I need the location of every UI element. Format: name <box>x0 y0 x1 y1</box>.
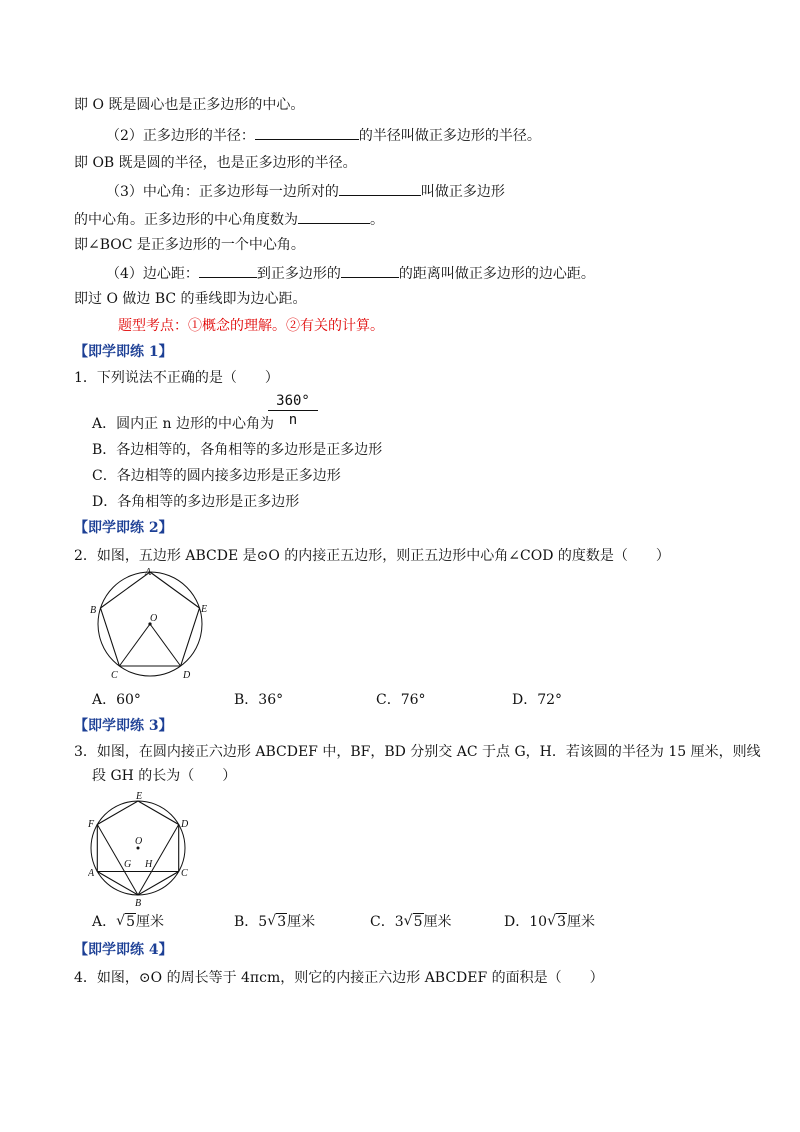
radicand: 5 <box>413 914 423 930</box>
segment-bf <box>97 825 138 896</box>
label-o: O <box>135 836 143 847</box>
sqrt-symbol: √ 5 <box>403 913 423 930</box>
line-radius-rest: 的半径叫做正多边形的半径。 <box>358 128 541 144</box>
q1-fraction <box>268 392 318 429</box>
line-boc: 即∠BOC 是正多边形的一个中心角。 <box>74 237 305 253</box>
option-coefficient: 3 <box>394 914 404 930</box>
label-b: B <box>90 605 97 616</box>
q4-stem: 4．如图，⊙O 的周长等于 4πcm，则它的内接正六边形 ABCDEF 的面积是（ ） <box>74 970 604 986</box>
line-center: 即 O 既是圆心也是正多边形的中心。 <box>74 97 305 113</box>
line-apothem-mid: 到正多边形的 <box>256 266 341 282</box>
fraction-denominator: n <box>288 412 298 428</box>
line-perpendicular: 即过 O 做边 BC 的垂线即为边心距。 <box>74 291 307 307</box>
q2-option-c[interactable]: C．76° <box>376 692 426 708</box>
label-a: A <box>88 868 95 879</box>
line-apothem <box>106 263 595 284</box>
label-c: C <box>111 670 118 681</box>
section-header-4: 【即学即练 4】 <box>74 942 173 958</box>
option-letter: B． <box>234 914 259 930</box>
option-letter: C． <box>370 914 395 930</box>
q1-option-a[interactable]: A．圆内正 n 边形的中心角为 <box>92 416 275 432</box>
line-degree-end: 。 <box>370 212 384 228</box>
pentagon-figure <box>84 566 214 686</box>
q1-option-b[interactable]: B．各边相等的，各角相等的多边形是正多边形 <box>92 442 383 458</box>
sqrt-symbol: √ 3 <box>267 913 287 930</box>
option-unit: 厘米 <box>566 914 595 930</box>
line-apothem-label: （4）边心距： <box>106 266 199 282</box>
option-letter: D． <box>504 914 530 930</box>
radicand: 5 <box>126 914 136 930</box>
radicand: 3 <box>557 914 566 930</box>
label-d: D <box>183 670 191 681</box>
line-central-angle-label: （3）中心角：正多边形每一边所对的 <box>106 184 339 200</box>
q1-option-c[interactable]: C．各边相等的圆内接多边形是正多边形 <box>92 468 341 484</box>
fill-blank-apothem-1[interactable] <box>199 263 257 278</box>
line-central-angle <box>106 181 505 202</box>
q2-option-a[interactable]: A．60° <box>92 692 141 708</box>
fill-blank-central-angle[interactable] <box>339 181 421 196</box>
fraction-numerator: 360° <box>268 392 318 411</box>
line-ob: 即 OB 既是圆的半径，也是正多边形的半径。 <box>74 155 357 171</box>
option-coefficient: 10 <box>529 914 548 930</box>
q2-option-b[interactable]: B．36° <box>234 692 284 708</box>
label-c: C <box>181 868 188 879</box>
line-radius-label: （2）正多边形的半径： <box>106 128 255 144</box>
option-unit: 厘米 <box>287 914 316 930</box>
segment-oc <box>119 624 150 666</box>
label-h: H <box>145 859 153 870</box>
radicand: 3 <box>277 914 287 930</box>
option-coefficient: 5 <box>258 914 268 930</box>
q3-option-b[interactable] <box>234 912 315 932</box>
label-f: F <box>88 819 95 830</box>
sqrt-symbol: √ 3 <box>547 913 566 930</box>
kaodian-note: 题型考点：①概念的理解。②有关的计算。 <box>118 318 384 334</box>
label-a: A <box>145 567 152 578</box>
q2-stem: 2．如图，五边形 ABCDE 是⊙O 的内接正五边形，则正五边形中心角∠COD 的度数是（ ） <box>74 548 670 564</box>
option-unit: 厘米 <box>136 914 165 930</box>
hexagon-figure <box>88 790 198 906</box>
option-unit: 厘米 <box>423 914 452 930</box>
label-e: E <box>136 791 143 802</box>
option-letter: A． <box>92 914 117 930</box>
q3-stem-2: 段 GH 的长为（ ） <box>92 768 237 784</box>
label-e: E <box>201 604 208 615</box>
fill-blank-apothem-2[interactable] <box>341 263 399 278</box>
q1-option-d[interactable]: D．各角相等的多边形是正多边形 <box>92 494 300 510</box>
q3-option-d[interactable] <box>504 912 595 932</box>
label-g: G <box>124 859 132 870</box>
line-apothem-rest: 的距离叫做正多边形的边心距。 <box>398 266 595 282</box>
label-b: B <box>135 898 142 906</box>
sqrt-symbol: √ 5 <box>116 913 136 930</box>
q3-option-a[interactable] <box>92 912 164 932</box>
section-header-3: 【即学即练 3】 <box>74 718 173 734</box>
line-central-angle-rest: 叫做正多边形 <box>420 184 505 200</box>
label-d: D <box>181 819 189 830</box>
q3-stem-1: 3．如图，在圆内接正六边形 ABCDEF 中，BF，BD 分别交 AC 于点 G，H．若该圆的半径为 15 厘米，则线 <box>74 744 761 760</box>
line-central-angle-degree <box>74 209 384 230</box>
line-radius <box>106 125 541 146</box>
q3-option-c[interactable] <box>370 912 452 932</box>
section-header-2: 【即学即练 2】 <box>74 520 173 536</box>
segment-od <box>150 624 181 666</box>
q2-option-d[interactable]: D．72° <box>512 692 563 708</box>
label-o: O <box>150 613 158 624</box>
section-header-1: 【即学即练 1】 <box>74 344 173 360</box>
q1-stem: 1．下列说法不正确的是（ ） <box>74 370 279 386</box>
fill-blank-radius[interactable] <box>255 125 359 140</box>
fill-blank-degree[interactable] <box>298 209 370 224</box>
line-degree-label: 的中心角。正多边形的中心角度数为 <box>74 212 298 228</box>
